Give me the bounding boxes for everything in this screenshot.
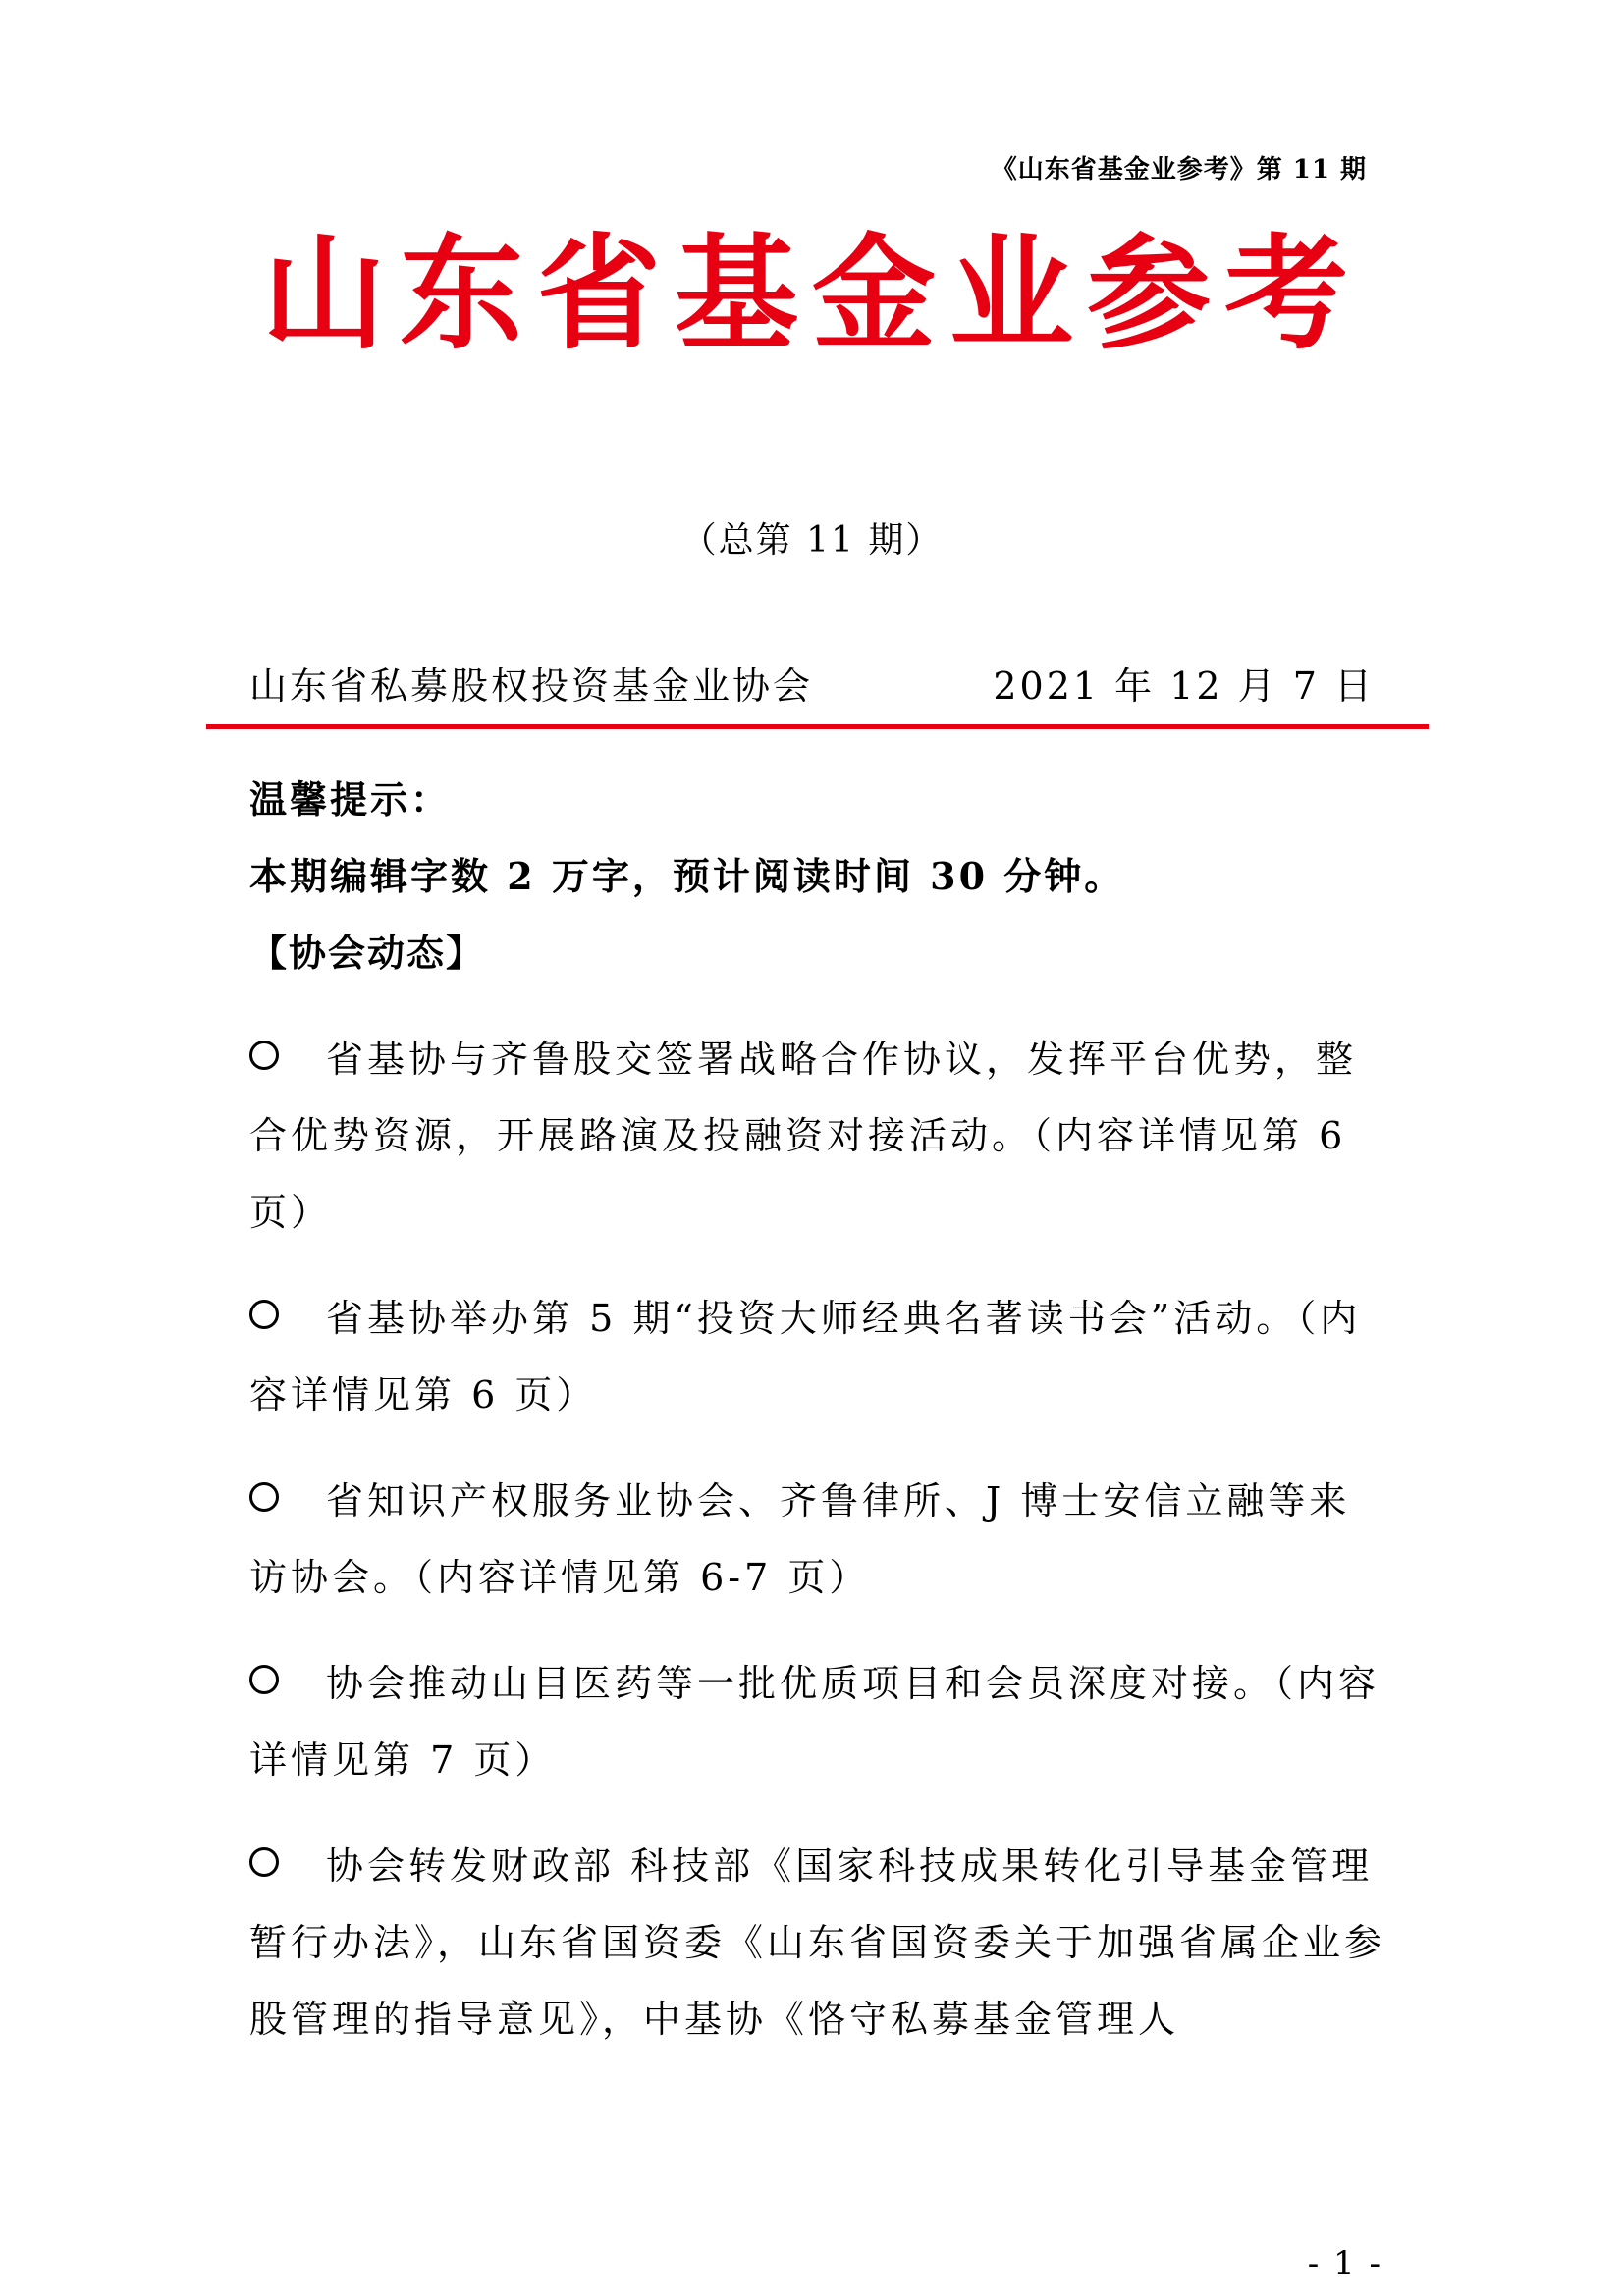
organization-name: 山东省私募股权投资基金业协会 [249, 665, 814, 708]
list-item-text: 协会推动山目医药等一批优质项目和会员深度对接。（内容详情见第 7 页） [249, 1662, 1380, 1782]
issue-reference: 《山东省基金业参考》第 11 期 [991, 155, 1367, 185]
list-item [249, 1645, 1388, 1798]
masthead-title: 山东省基金业参考 [262, 221, 1362, 366]
tip-text: 本期编辑字数 2 万字，预计阅读时间 30 分钟。 [249, 854, 1125, 898]
tip-label: 温馨提示： [249, 777, 452, 822]
list-item [249, 1021, 1388, 1251]
list-item-text: 省基协与齐鲁股交签署战略合作协议，发挥平台优势，整合优势资源，开展路演及投融资对接活动。（内容详情见第 6 页） [249, 1038, 1358, 1234]
news-list [249, 1021, 1388, 2087]
issue-total-number: （总第 11 期） [680, 520, 944, 561]
circle-bullet-icon [249, 1665, 279, 1694]
list-item [249, 1463, 1388, 1616]
red-divider-line [206, 724, 1429, 729]
publisher-info [249, 656, 1375, 708]
circle-bullet-icon [249, 1041, 279, 1070]
list-item-text: 协会转发财政部 科技部《国家科技成果转化引导基金管理暂行办法》，山东省国资委《山东省国资委关于加强省属企业参股管理的指导意见》，中基协《恪守私募基金管理人 [249, 1844, 1386, 2041]
circle-bullet-icon [249, 1482, 279, 1512]
circle-bullet-icon [249, 1847, 279, 1877]
list-item [249, 1828, 1388, 2057]
list-item [249, 1280, 1388, 1433]
list-item-text: 省基协举办第 5 期“投资大师经典名著读书会”活动。（内容详情见第 6 页） [249, 1297, 1362, 1416]
publish-date: 2021 年 12 月 7 日 [993, 665, 1375, 708]
section-title: 【协会动态】 [249, 932, 486, 975]
list-item-text: 省知识产权服务业协会、齐鲁律所、J 博士安信立融等来访协会。（内容详情见第 6-7 页） [249, 1479, 1351, 1599]
page-number: - 1 - [1307, 2244, 1382, 2283]
circle-bullet-icon [249, 1300, 279, 1329]
